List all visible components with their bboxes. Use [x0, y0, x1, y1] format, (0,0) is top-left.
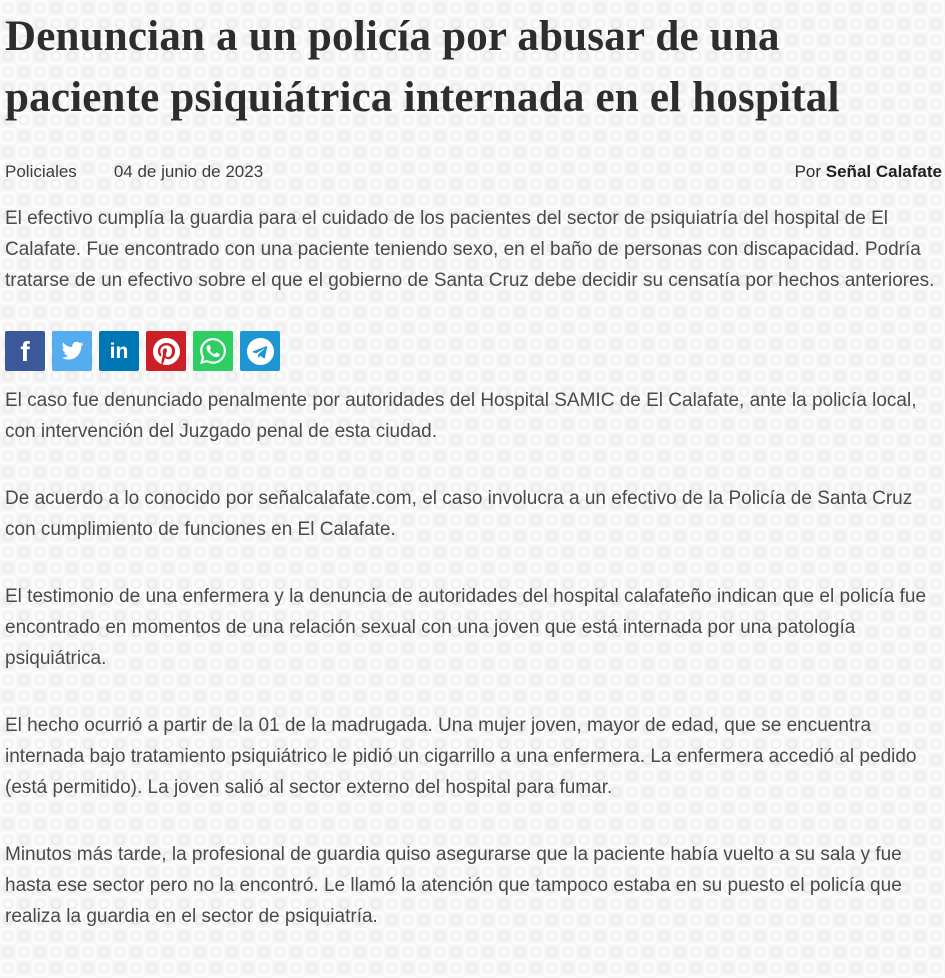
share-twitter-button[interactable] [52, 331, 92, 371]
share-telegram-button[interactable] [240, 331, 280, 371]
whatsapp-icon [200, 338, 226, 364]
twitter-icon [60, 339, 84, 363]
article-meta-row [5, 162, 942, 182]
share-buttons-row [5, 331, 942, 371]
share-linkedin-button[interactable] [99, 331, 139, 371]
article-paragraph: Minutos más tarde, la profesional de guardia quiso asegurarse que la paciente había vuelto a su sala y fue hasta ese sector pero no la encontró. Le llamó la atención que tampoco estaba en su puesto el policía que realiza la guardia en el sector de psiquiatría. [5, 844, 902, 927]
byline-prefix: Por [794, 162, 822, 181]
article-lede: El efectivo cumplía la guardia para el cuidado de los pacientes del sector de psiquiatría del hospital de El Calafate. Fue encontrado con una paciente teniendo sexo, en el baño de personas con discapacidad. Podría tratarse de un efectivo sobre el que el gobierno de Santa Cruz debe decidir su censatía por hechos anteriores. [5, 208, 935, 291]
telegram-icon [247, 338, 274, 365]
facebook-icon: f [20, 336, 30, 367]
linkedin-icon: in [109, 339, 129, 363]
article-paragraph: El caso fue denunciado penalmente por autoridades del Hospital SAMIC de El Calafate, ante la policía local, con intervención del Juzgado penal de esta ciudad. [5, 390, 917, 442]
category-link[interactable]: Policiales [5, 162, 77, 181]
article-date: 04 de junio de 2023 [113, 162, 264, 181]
pinterest-icon [153, 338, 180, 365]
article-paragraph: De acuerdo a lo conocido por señalcalafate.com, el caso involucra a un efectivo de la Policía de Santa Cruz con cumplimiento de funciones en El Calafate. [5, 488, 913, 540]
share-pinterest-button[interactable] [146, 331, 186, 371]
author-name: Señal Calafate [825, 162, 942, 181]
share-facebook-button[interactable] [5, 331, 45, 371]
share-whatsapp-button[interactable] [193, 331, 233, 371]
article-title: Denuncian a un policía por abusar de una paciente psiquiátrica internada en el hospital [5, 13, 840, 121]
article-paragraph: El testimonio de una enfermera y la denuncia de autoridades del hospital calafateño indican que el policía fue encontrado en momentos de una relación sexual con una joven que está internada por una patología psiquiátrica. [5, 586, 927, 669]
article-paragraph: El hecho ocurrió a partir de la 01 de la madrugada. Una mujer joven, mayor de edad, que se encuentra internada bajo tratamiento psiquiátrico le pidió un cigarrillo a una enfermera. La enfermera accedió al pedido (está permitido). La joven salió al sector externo del hospital para fumar. [5, 715, 917, 798]
byline [795, 162, 942, 182]
article-body [5, 385, 942, 932]
